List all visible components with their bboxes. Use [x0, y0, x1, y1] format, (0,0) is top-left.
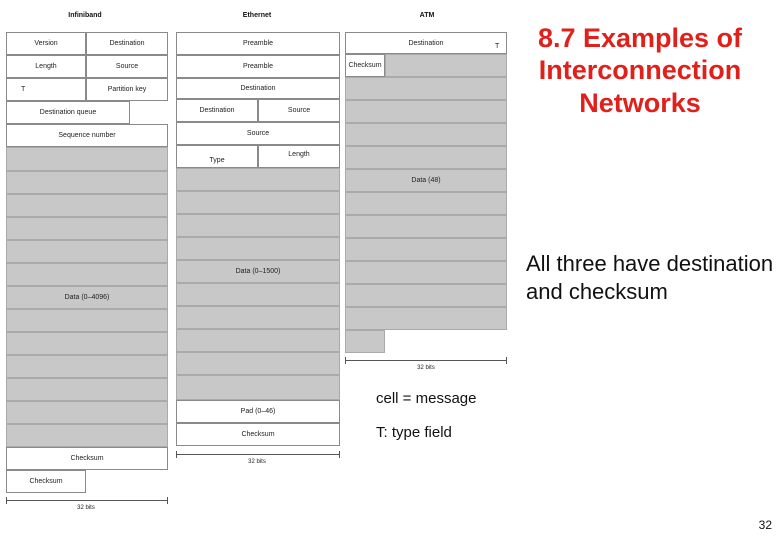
- atm-data-tail: [345, 330, 385, 353]
- ib-data-row: [6, 332, 168, 355]
- ib-sequence-number-field: Sequence number: [6, 124, 168, 147]
- ib-data-row: [6, 424, 168, 447]
- eth-checksum-field: Checksum: [176, 423, 340, 446]
- atm-data-row: [345, 77, 507, 100]
- atm-title: ATM: [419, 12, 435, 19]
- ib-destination-queue-field: Destination queue: [6, 101, 130, 124]
- ib-checksum-field: Checksum: [6, 447, 168, 470]
- ib-data-row: [6, 194, 168, 217]
- ethernet-title: Ethernet: [242, 12, 272, 19]
- ib-version-field: Version: [6, 32, 86, 55]
- ib-data-row: [6, 401, 168, 424]
- eth-data-row: [176, 168, 340, 191]
- ib-type-field: [6, 78, 86, 101]
- ib-data-row: [6, 263, 168, 286]
- ib-partition-key-field: Partition key: [86, 78, 168, 101]
- atm-data-row: [345, 284, 507, 307]
- ib-data-row: [6, 378, 168, 401]
- eth-source-field: Source: [176, 122, 340, 145]
- atm-data-row: [345, 123, 507, 146]
- ib-data-row: [6, 217, 168, 240]
- eth-preamble-field-1: Preamble: [176, 32, 340, 55]
- eth-data-row: [176, 375, 340, 400]
- eth-length-field: [258, 145, 340, 168]
- eth-destination-field: Destination: [176, 78, 340, 99]
- eth-data-row: [176, 237, 340, 260]
- page-number: 32: [758, 518, 772, 532]
- ib-data-row: [6, 171, 168, 194]
- atm-type-label: T: [495, 43, 500, 50]
- common-fields-note: All three have destination and checksum: [526, 251, 774, 304]
- ib-source-field: Source: [86, 55, 168, 78]
- cell-note: cell = message: [376, 390, 477, 407]
- ib-data-row: [6, 309, 168, 332]
- ib-data-row: [6, 147, 168, 171]
- ib-data-row: [6, 240, 168, 263]
- ib-width-indicator: [6, 500, 168, 501]
- atm-data-row: [345, 238, 507, 261]
- ib-checksum-half-field: Checksum: [6, 470, 86, 493]
- atm-data-row: [345, 192, 507, 215]
- slide-title: 8.7 Examples of Interconnection Networks: [537, 23, 743, 118]
- eth-data-row: [176, 283, 340, 306]
- eth-width-indicator: [176, 454, 340, 455]
- atm-data-row: [345, 215, 507, 238]
- atm-checksum-gap: [385, 54, 507, 77]
- atm-checksum-field: Checksum: [345, 54, 385, 77]
- atm-data-row: [345, 307, 507, 330]
- infiniband-title: Infiniband: [68, 12, 102, 19]
- eth-preamble-field-2: Preamble: [176, 55, 340, 78]
- eth-length-label: Length: [288, 151, 310, 158]
- eth-data-row: [176, 352, 340, 375]
- atm-destination-field: Destination: [345, 32, 507, 54]
- eth-data-row: [176, 329, 340, 352]
- eth-source-half-field: Source: [258, 99, 340, 122]
- atm-width-indicator: [345, 360, 507, 361]
- eth-data-row: [176, 306, 340, 329]
- atm-data-row: [345, 261, 507, 284]
- ib-data-row: [6, 355, 168, 378]
- eth-pad-field: Pad (0–46): [176, 400, 340, 423]
- atm-data-field: Data (48): [345, 169, 507, 192]
- ib-destination-field: Destination: [86, 32, 168, 55]
- eth-type-field: [176, 145, 258, 168]
- eth-width-label: 32 bits: [248, 459, 266, 465]
- eth-data-field: Data (0–1500): [176, 260, 340, 283]
- ib-type-label: T: [21, 86, 26, 93]
- atm-width-label: 32 bits: [417, 365, 435, 371]
- type-field-note: T: type field: [376, 424, 452, 441]
- ib-data-field: Data (0–4096): [6, 286, 168, 309]
- atm-data-row: [345, 146, 507, 169]
- ib-width-label: 32 bits: [77, 505, 95, 511]
- ib-length-field: Length: [6, 55, 86, 78]
- eth-data-row: [176, 214, 340, 237]
- eth-destination-half-field: Destination: [176, 99, 258, 122]
- atm-data-row: [345, 100, 507, 123]
- eth-type-label: Type: [209, 157, 225, 164]
- eth-data-row: [176, 191, 340, 214]
